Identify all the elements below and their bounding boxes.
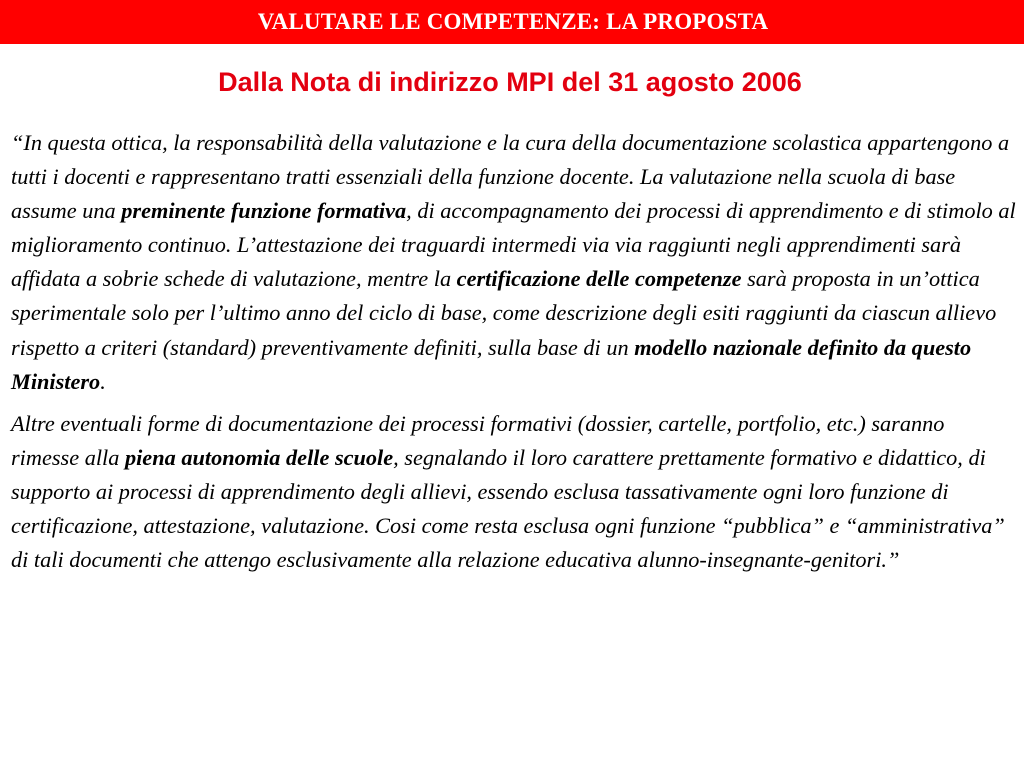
paragraph-text: . — [100, 368, 106, 394]
slide-title: VALUTARE LE COMPETENZE: LA PROPOSTA — [257, 8, 769, 34]
slide-subtitle: Dalla Nota di indirizzo MPI del 31 agosto 2006 — [218, 67, 802, 97]
paragraph-text: sarà proposta in un’ottica sperimentale solo per l’ultimo anno del ciclo di base, come descrizione degli esiti raggiunti da ciascun allievo rispetto a criteri (standard) preventivamente definiti, sulla base di un — [11, 266, 997, 360]
emphasis-text: piena autonomia delle scuole — [124, 444, 394, 470]
emphasis-text: modello nazionale definito da questo Ministero — [11, 334, 972, 394]
emphasis-text: certificazione delle competenze — [456, 266, 742, 292]
emphasis-text: preminente funzione formativa — [121, 198, 407, 224]
quote-paragraph-1 — [11, 126, 1017, 399]
paragraph-text: , di accompagnamento dei processi di apprendimento e di stimolo al miglioramento continuo. L’attestazione dei traguardi intermedi via via raggiunti negli apprendimenti sarà affidata a sobrie schede di valutazione, mentre la — [11, 198, 1016, 292]
quote-body — [11, 126, 1017, 577]
paragraph-text: “In questa ottica, la responsabilità della valutazione e la cura della documentazione scolastica appartengono a tutti i docenti e rappresentano tratti essenziali della funzione docente. La valutazione nella scuola di base assume una — [11, 130, 1010, 224]
quote-paragraph-2 — [11, 407, 1017, 577]
title-banner — [0, 0, 1024, 44]
paragraph-text: Altre eventuali forme di documentazione dei processi formativi (dossier, cartelle, portfolio, etc.) saranno rimesse alla — [11, 410, 945, 470]
paragraph-text: , segnalando il loro carattere prettamente formativo e didattico, di supporto ai processi di apprendimento degli allievi, essendo esclusa tassativamente ogni loro funzione di certificazione, attestazione, valutazione. Cosi come resta esclusa ogni funzione “pubblica” e “amministrativa” di tali documenti che attengo esclusivamente alla relazione educativa alunno-insegnante-genitori.” — [11, 444, 1005, 573]
